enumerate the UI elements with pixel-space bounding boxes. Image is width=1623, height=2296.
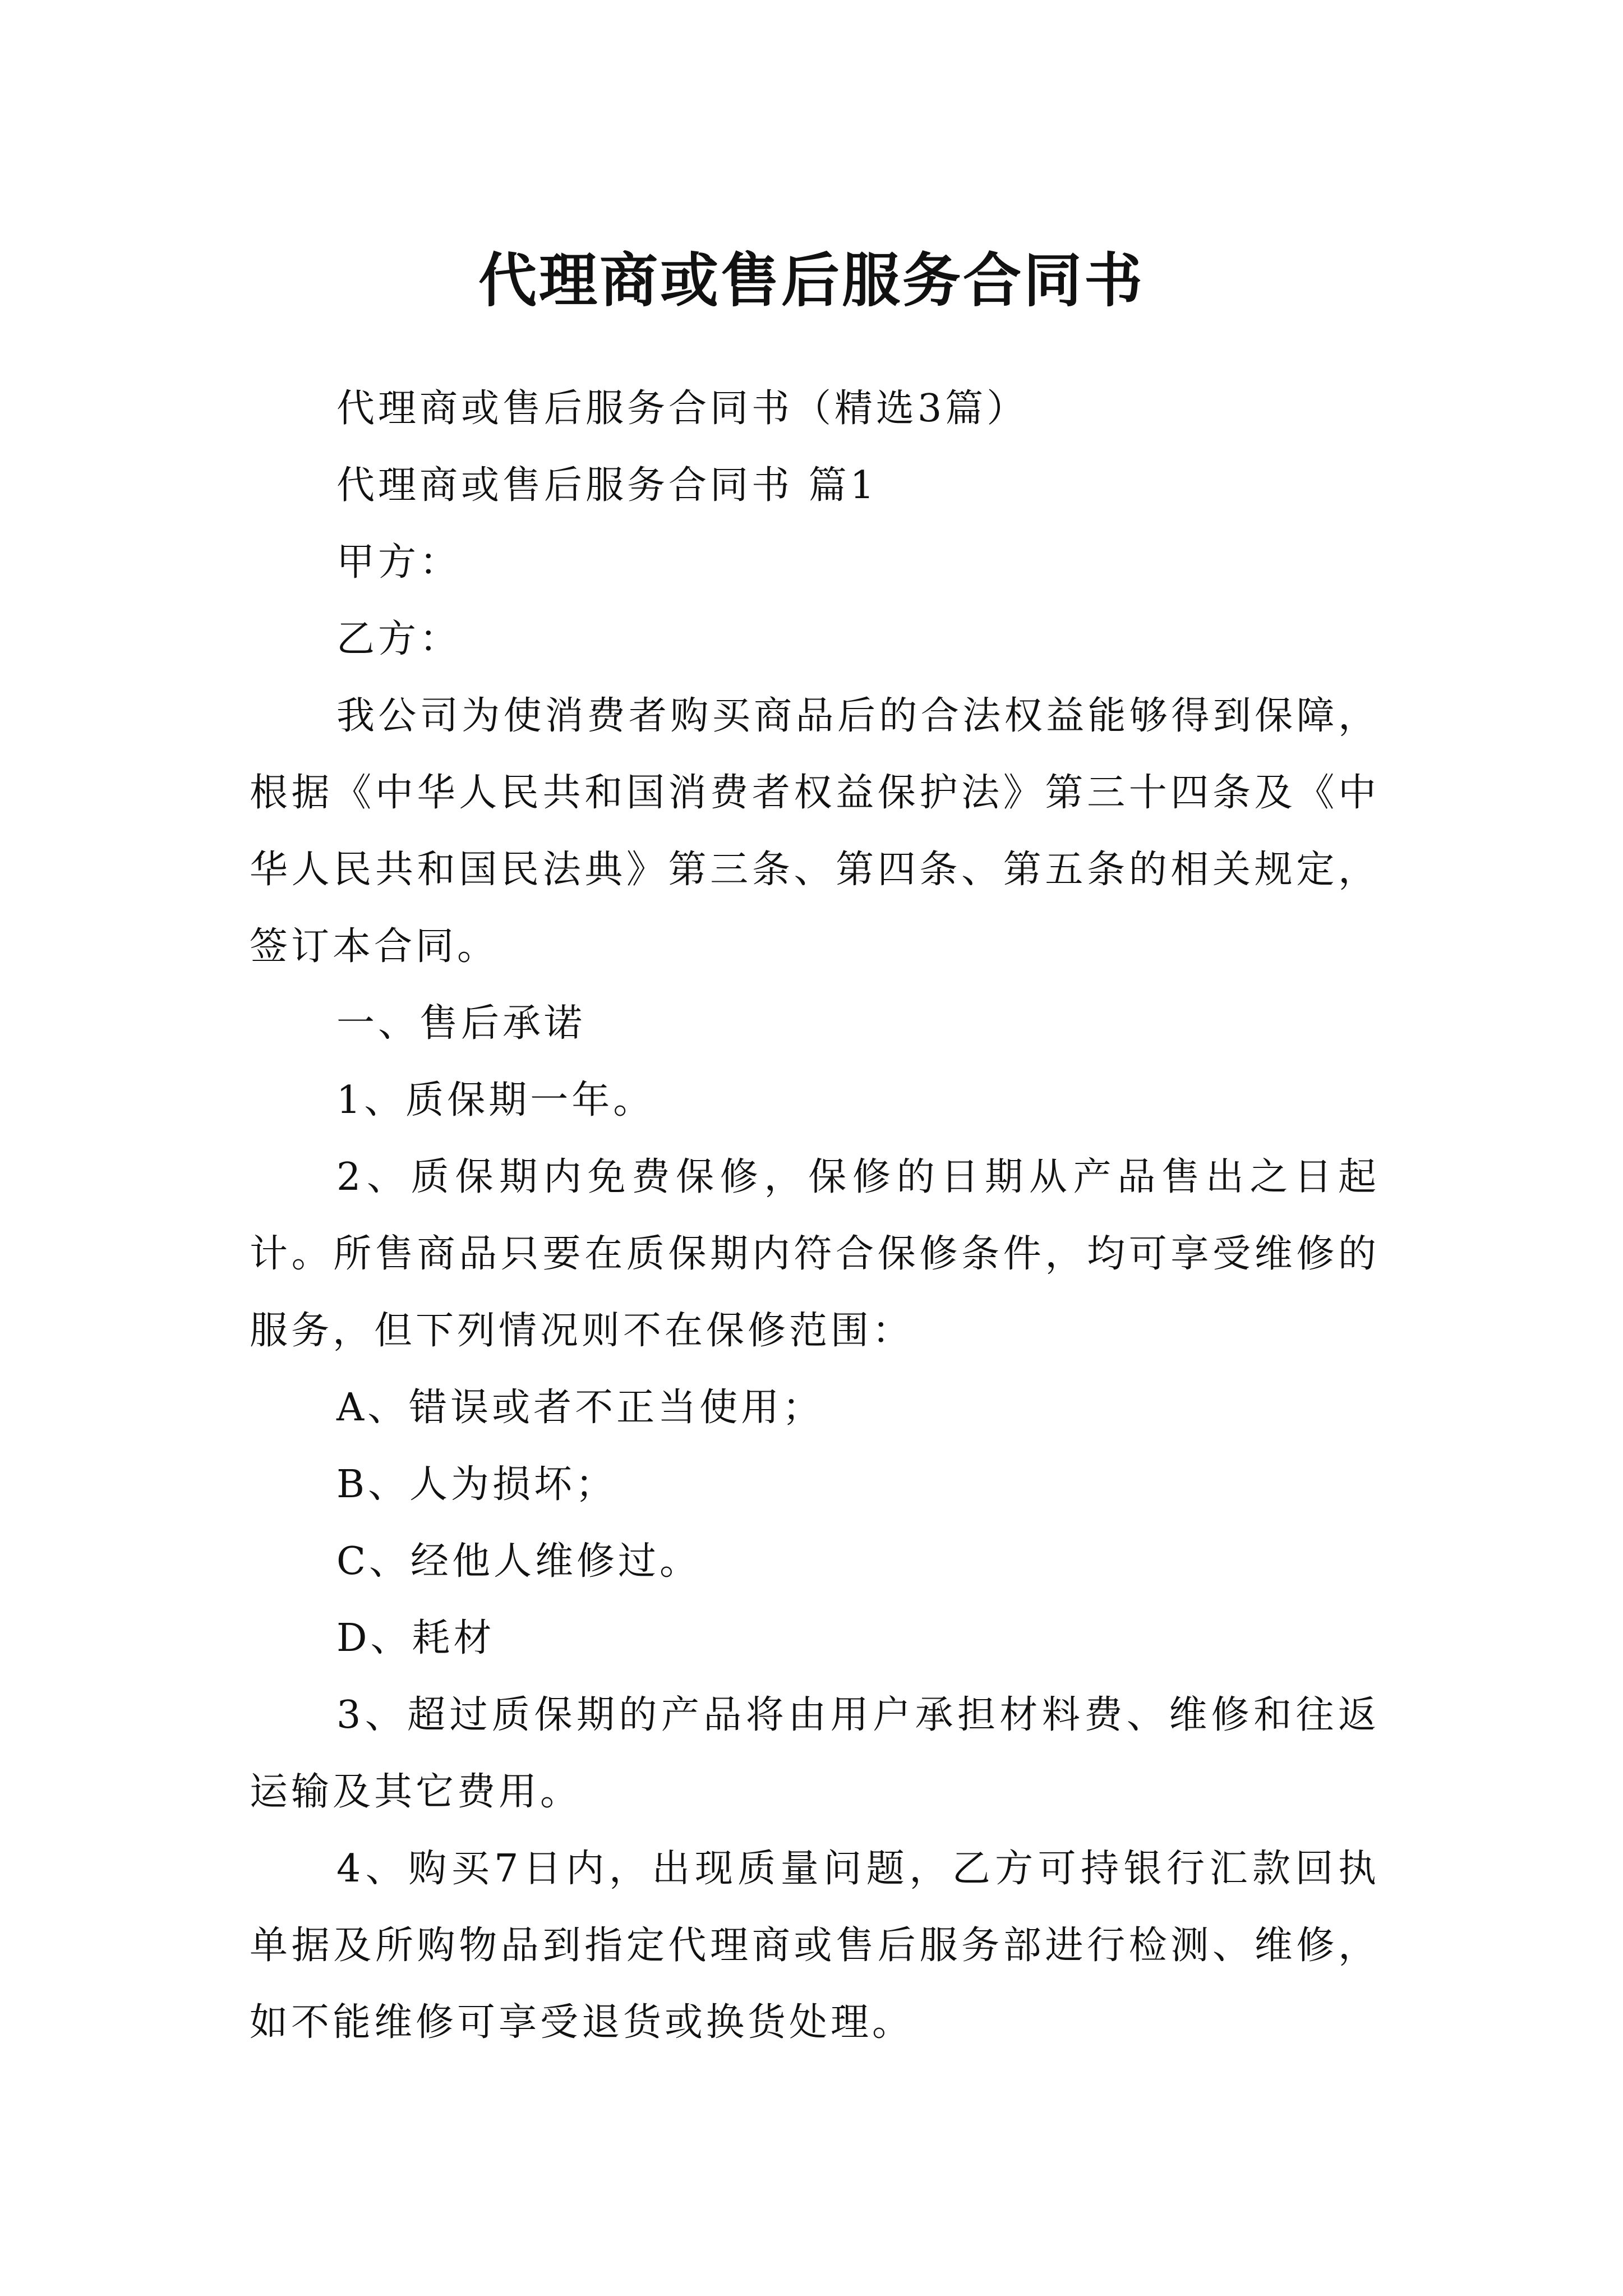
paragraph-item-a: A、错误或者不正当使用； bbox=[336, 1386, 824, 1430]
paragraph-item-3: 3、超过质保期的产品将由用户承担材料费、维修和往返运输及其它费用。 bbox=[250, 1693, 1380, 1814]
paragraph-item-2: 2、质保期内免费保修，保修的日期从产品售出之日起计。所售商品只要在质保期内符合保修条件，均可享受维修的服务，但下列情况则不在保修范围： bbox=[250, 1155, 1380, 1353]
paragraph-intro: 我公司为使消费者购买商品后的合法权益能够得到保障，根据《中华人民共和国消费者权益保护法》第三十四条及《中华人民共和国民法典》第三条、第四条、第五条的相关规定，签订本合同。 bbox=[250, 694, 1380, 969]
paragraph-collection-title: 代理商或售后服务合同书（精选3篇） bbox=[336, 386, 1029, 431]
paragraph-item-b: B、人为损坏； bbox=[336, 1462, 617, 1507]
paragraph-item-4: 4、购买7日内，出现质量问题，乙方可持银行汇款回执单据及所购物品到指定代理商或售后服务部进行检测、维修，如不能维修可享受退货或换货处理。 bbox=[250, 1847, 1380, 2045]
paragraph-section-heading: 代理商或售后服务合同书 篇1 bbox=[336, 463, 878, 508]
paragraph-party-a: 甲方： bbox=[336, 540, 462, 585]
document-title: 代理商或售后服务合同书 bbox=[478, 245, 1145, 315]
document-body bbox=[250, 370, 1380, 2061]
paragraph-item-d: D、耗材 bbox=[336, 1616, 495, 1660]
paragraph-party-b: 乙方： bbox=[336, 617, 462, 661]
paragraph-after-sales-heading: 一、售后承诺 bbox=[336, 1001, 586, 1046]
paragraph-item-c: C、经他人维修过。 bbox=[336, 1539, 702, 1584]
paragraph-item-1: 1、质保期一年。 bbox=[336, 1078, 655, 1122]
